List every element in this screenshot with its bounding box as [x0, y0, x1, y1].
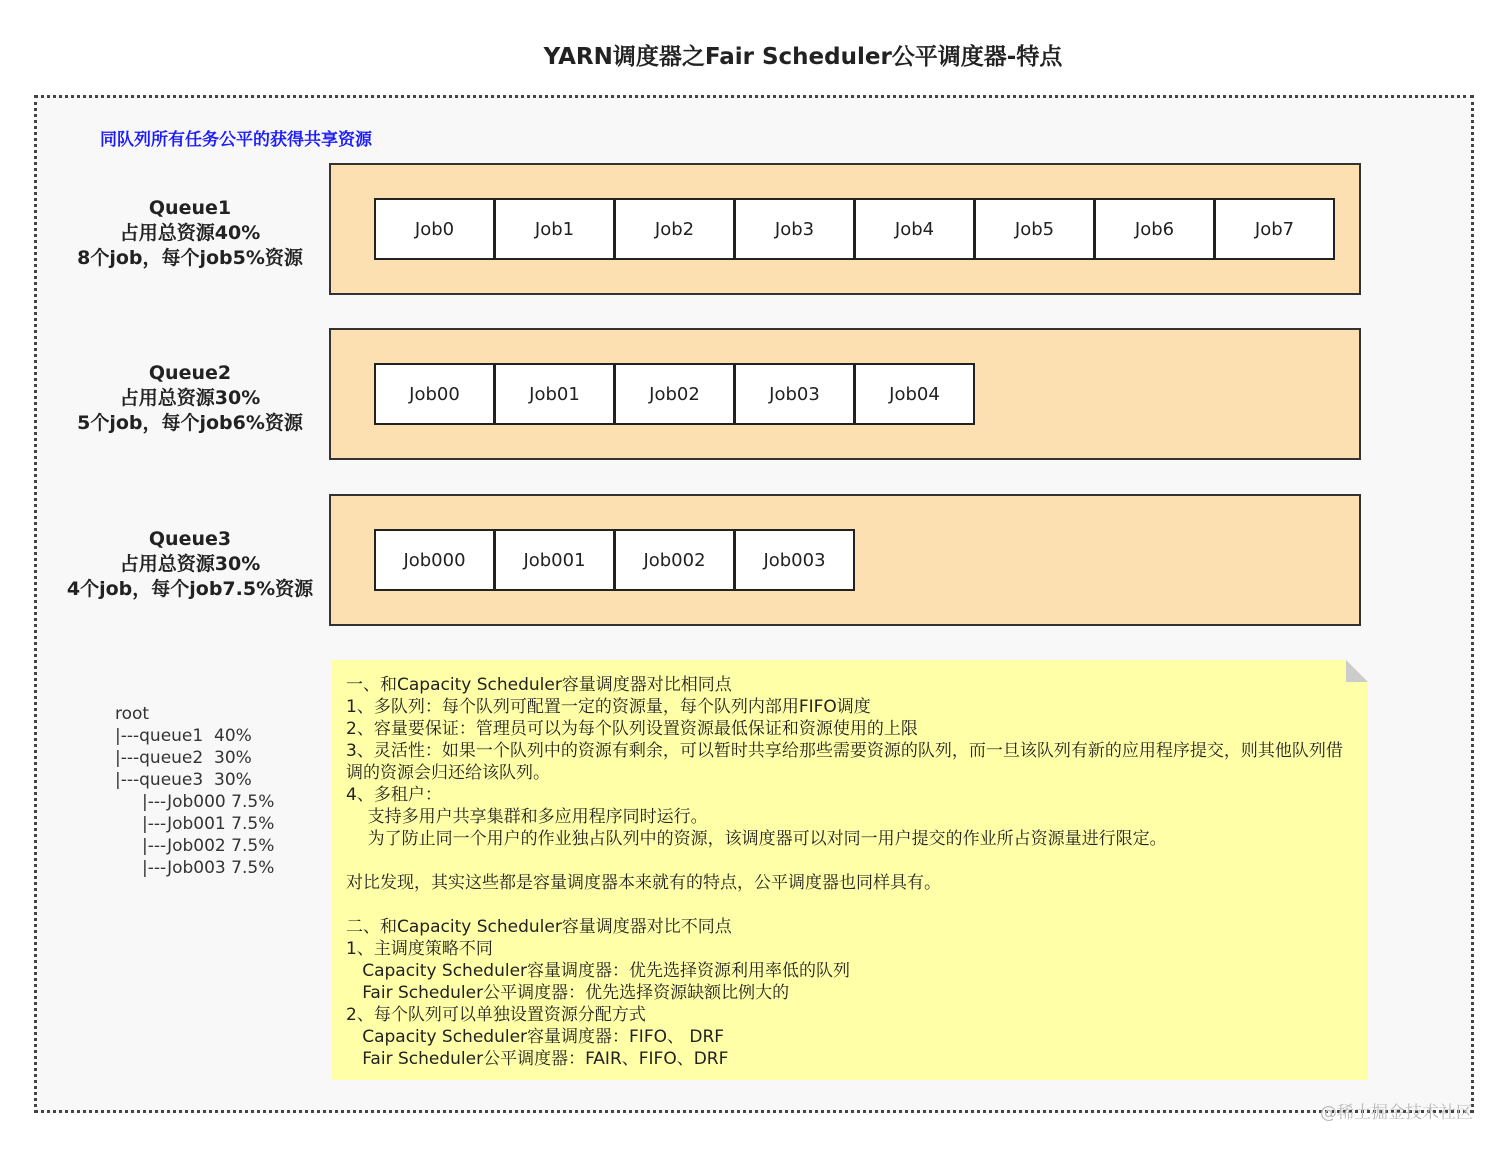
tree-line: root [115, 704, 150, 724]
note-line: 3、灵活性：如果一个队列中的资源有剩余，可以暂时共享给那些需要资源的队列，而一旦该队列有新的应用程序提交，则其他队列借调的资源会归还给该队列。 [346, 741, 1343, 783]
job-cell: Job5 [974, 198, 1095, 260]
job-cell: Job00 [374, 363, 495, 425]
queue-share: 占用总资源30% [119, 387, 261, 409]
queue-label [50, 527, 330, 602]
note-line: 4、多租户： [346, 785, 442, 805]
queue-desc: 8个job，每个job5%资源 [77, 247, 303, 269]
queue-desc: 4个job，每个job7.5%资源 [66, 578, 314, 600]
queue-label [50, 196, 330, 271]
note-line [346, 894, 1356, 916]
note-line: 为了防止同一个用户的作业独占队列中的资源，该调度器可以对同一用户提交的作业所占资源量进行限定。 [346, 829, 1167, 849]
job-cell: Job000 [374, 529, 495, 591]
note-line: Fair Scheduler公平调度器：优先选择资源缺额比例大的 [346, 983, 790, 1003]
note-line: 一、和Capacity Scheduler容量调度器对比相同点 [346, 675, 732, 695]
queue-name: Queue1 [148, 197, 232, 219]
tree-line: |---Job003 7.5% [115, 858, 275, 878]
note-line [346, 850, 1356, 872]
queue-box [329, 494, 1361, 626]
queue-box [329, 163, 1361, 295]
job-cell: Job03 [734, 363, 855, 425]
note-line: Capacity Scheduler容量调度器：优先选择资源利用率低的队列 [346, 961, 851, 981]
note-line: 2、容量要保证：管理员可以为每个队列设置资源最低保证和资源使用的上限 [346, 719, 918, 739]
job-cell: Job0 [374, 198, 495, 260]
job-cell: Job01 [494, 363, 615, 425]
note-line: Fair Scheduler公平调度器：FAIR、FIFO、DRF [346, 1049, 729, 1069]
queue-label [50, 361, 330, 436]
queue-share: 占用总资源30% [119, 553, 261, 575]
queue-share: 占用总资源40% [119, 222, 261, 244]
tree-line: |---Job001 7.5% [115, 814, 275, 834]
note-line: 支持多用户共享集群和多应用程序同时运行。 [346, 807, 708, 827]
job-cell: Job002 [614, 529, 735, 591]
note-line: 2、每个队列可以单独设置资源分配方式 [346, 1005, 646, 1025]
tree-line: |---queue2 30% [115, 748, 252, 768]
tree-line: |---queue3 30% [115, 770, 252, 790]
job-cell: Job04 [854, 363, 975, 425]
job-cell: Job3 [734, 198, 855, 260]
tree-line: |---Job000 7.5% [115, 792, 275, 812]
tree-line: |---queue1 40% [115, 726, 252, 746]
note-text [346, 674, 1356, 1070]
note-line: 1、多队列：每个队列可配置一定的资源量，每个队列内部用FIFO调度 [346, 697, 871, 717]
watermark: @稀土掘金技术社区 [1320, 1103, 1473, 1123]
queue-name: Queue2 [148, 362, 232, 384]
queue-desc: 5个job，每个job6%资源 [77, 412, 303, 434]
note-line: 二、和Capacity Scheduler容量调度器对比不同点 [346, 917, 732, 937]
job-cell: Job2 [614, 198, 735, 260]
subtitle: 同队列所有任务公平的获得共享资源 [100, 130, 372, 150]
job-cell: Job1 [494, 198, 615, 260]
page-title: YARN调度器之Fair Scheduler公平调度器-特点 [543, 44, 1063, 70]
note-line: Capacity Scheduler容量调度器：FIFO、 DRF [346, 1027, 725, 1047]
tree-line: |---Job002 7.5% [115, 836, 275, 856]
job-cell: Job6 [1094, 198, 1215, 260]
queue-tree [115, 703, 274, 879]
note-line: 1、主调度策略不同 [346, 939, 493, 959]
job-cell: Job7 [1214, 198, 1335, 260]
job-cell: Job001 [494, 529, 615, 591]
job-cell: Job003 [734, 529, 855, 591]
queue-name: Queue3 [148, 528, 232, 550]
queue-box [329, 328, 1361, 460]
job-cell: Job4 [854, 198, 975, 260]
job-cell: Job02 [614, 363, 735, 425]
note-line: 对比发现，其实这些都是容量调度器本来就有的特点，公平调度器也同样具有。 [346, 873, 941, 893]
